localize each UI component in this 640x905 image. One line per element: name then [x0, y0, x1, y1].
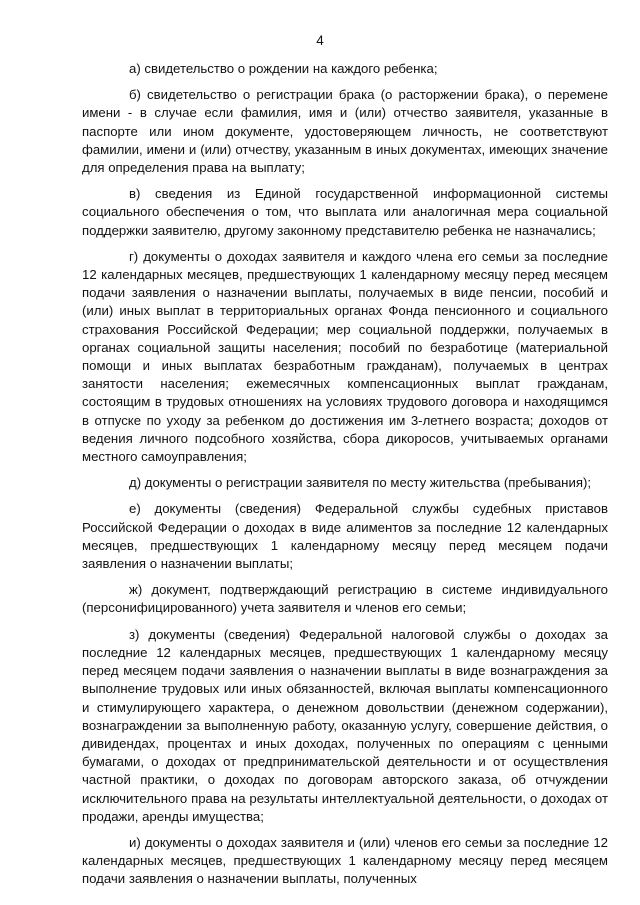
paragraph-b: б) свидетельство о регистрации брака (о расторжении брака), о перемене имени - в случае если фамилия, имя и (или) отчество заявителя, указанные в паспорте или ином документе, удостоверяющем личность, не соответствуют фамилии, имени и (или) отчеству, указанным в иных документах, имеющих значение для определения права на выплату; — [82, 87, 608, 176]
paragraph-i: и) документы о доходах заявителя и (или) членов его семьи за последние 12 календарных месяцев, предшествующих 1 календарному месяцу перед месяцем подачи заявления о назначении выплаты, полученных — [82, 834, 608, 887]
paragraph-z: з) документы (сведения) Федеральной налоговой службы о доходах за последние 12 календарных месяцев, предшествующих 1 календарному месяцу перед месяцем подачи заявления о назначении выплаты в виде вознаграждения за выполнение трудовых или иных обязанностей, включая выплаты компенсационного и стимулирующего характера, о денежном довольствии (денежном содержании), вознаграждении за выполненную работу, оказанную услугу, совершение действия, о дивидендах, процентах и иных доходах, полученных по операциям с ценными бумагами, о доходах от предпринимательской деятельности и от осуществления частной практики, о доходах по договорам авторского заказа, об отчуждении исключительного права на результаты интеллектуальной деятельности, о доходах от продажи, аренды имущества; — [82, 626, 608, 824]
paragraph-zh: ж) документ, подтверждающий регистрацию в системе индивидуального (персонифицированного) учета заявителя и членов его семьи; — [82, 582, 608, 616]
page-number: 4 — [316, 33, 324, 48]
paragraph-g: г) документы о доходах заявителя и каждого члена его семьи за последние 12 календарных месяцев, предшествующих 1 календарному месяцу перед месяцем подачи заявления о назначении выплаты, получаемых в виде пенсии, пособий и (или) иных выплат в территориальных органах Фонда пенсионного и социального страхования Российской Федерации; мер социальной поддержки, получаемых в органах социальной защиты населения; пособий по безработице (материальной помощи и иных выплатах безработным гражданам), получаемых в центрах занятости населения; ежемесячных компенсационных выплат гражданам, состоящим в трудовых отношениях на условиях трудового договора и находящимся в отпуске по уходу за ребенком до достижения им 3-летнего возраста; доходов от ведения личного подсобного хозяйства, сбора дикоросов, учитываемых органами местного самоуправления; — [82, 248, 608, 465]
document-body — [82, 60, 608, 889]
paragraph-d: д) документы о регистрации заявителя по месту жительства (пребывания); — [129, 475, 592, 491]
paragraph-a: а) свидетельство о рождении на каждого ребенка; — [129, 61, 438, 76]
paragraph-v: в) сведения из Единой государственной информационной системы социального обеспечения о том, что выплата или аналогичная мера социальной поддержки заявителю, другому законному представителю ребенка не назначались; — [82, 186, 608, 238]
paragraph-e: е) документы (сведения) Федеральной службы судебных приставов Российской Федерации о доходах в виде алиментов за последние 12 календарных месяцев, предшествующих 1 календарному месяцу перед месяцем подачи заявления о назначении выплаты; — [82, 501, 608, 572]
